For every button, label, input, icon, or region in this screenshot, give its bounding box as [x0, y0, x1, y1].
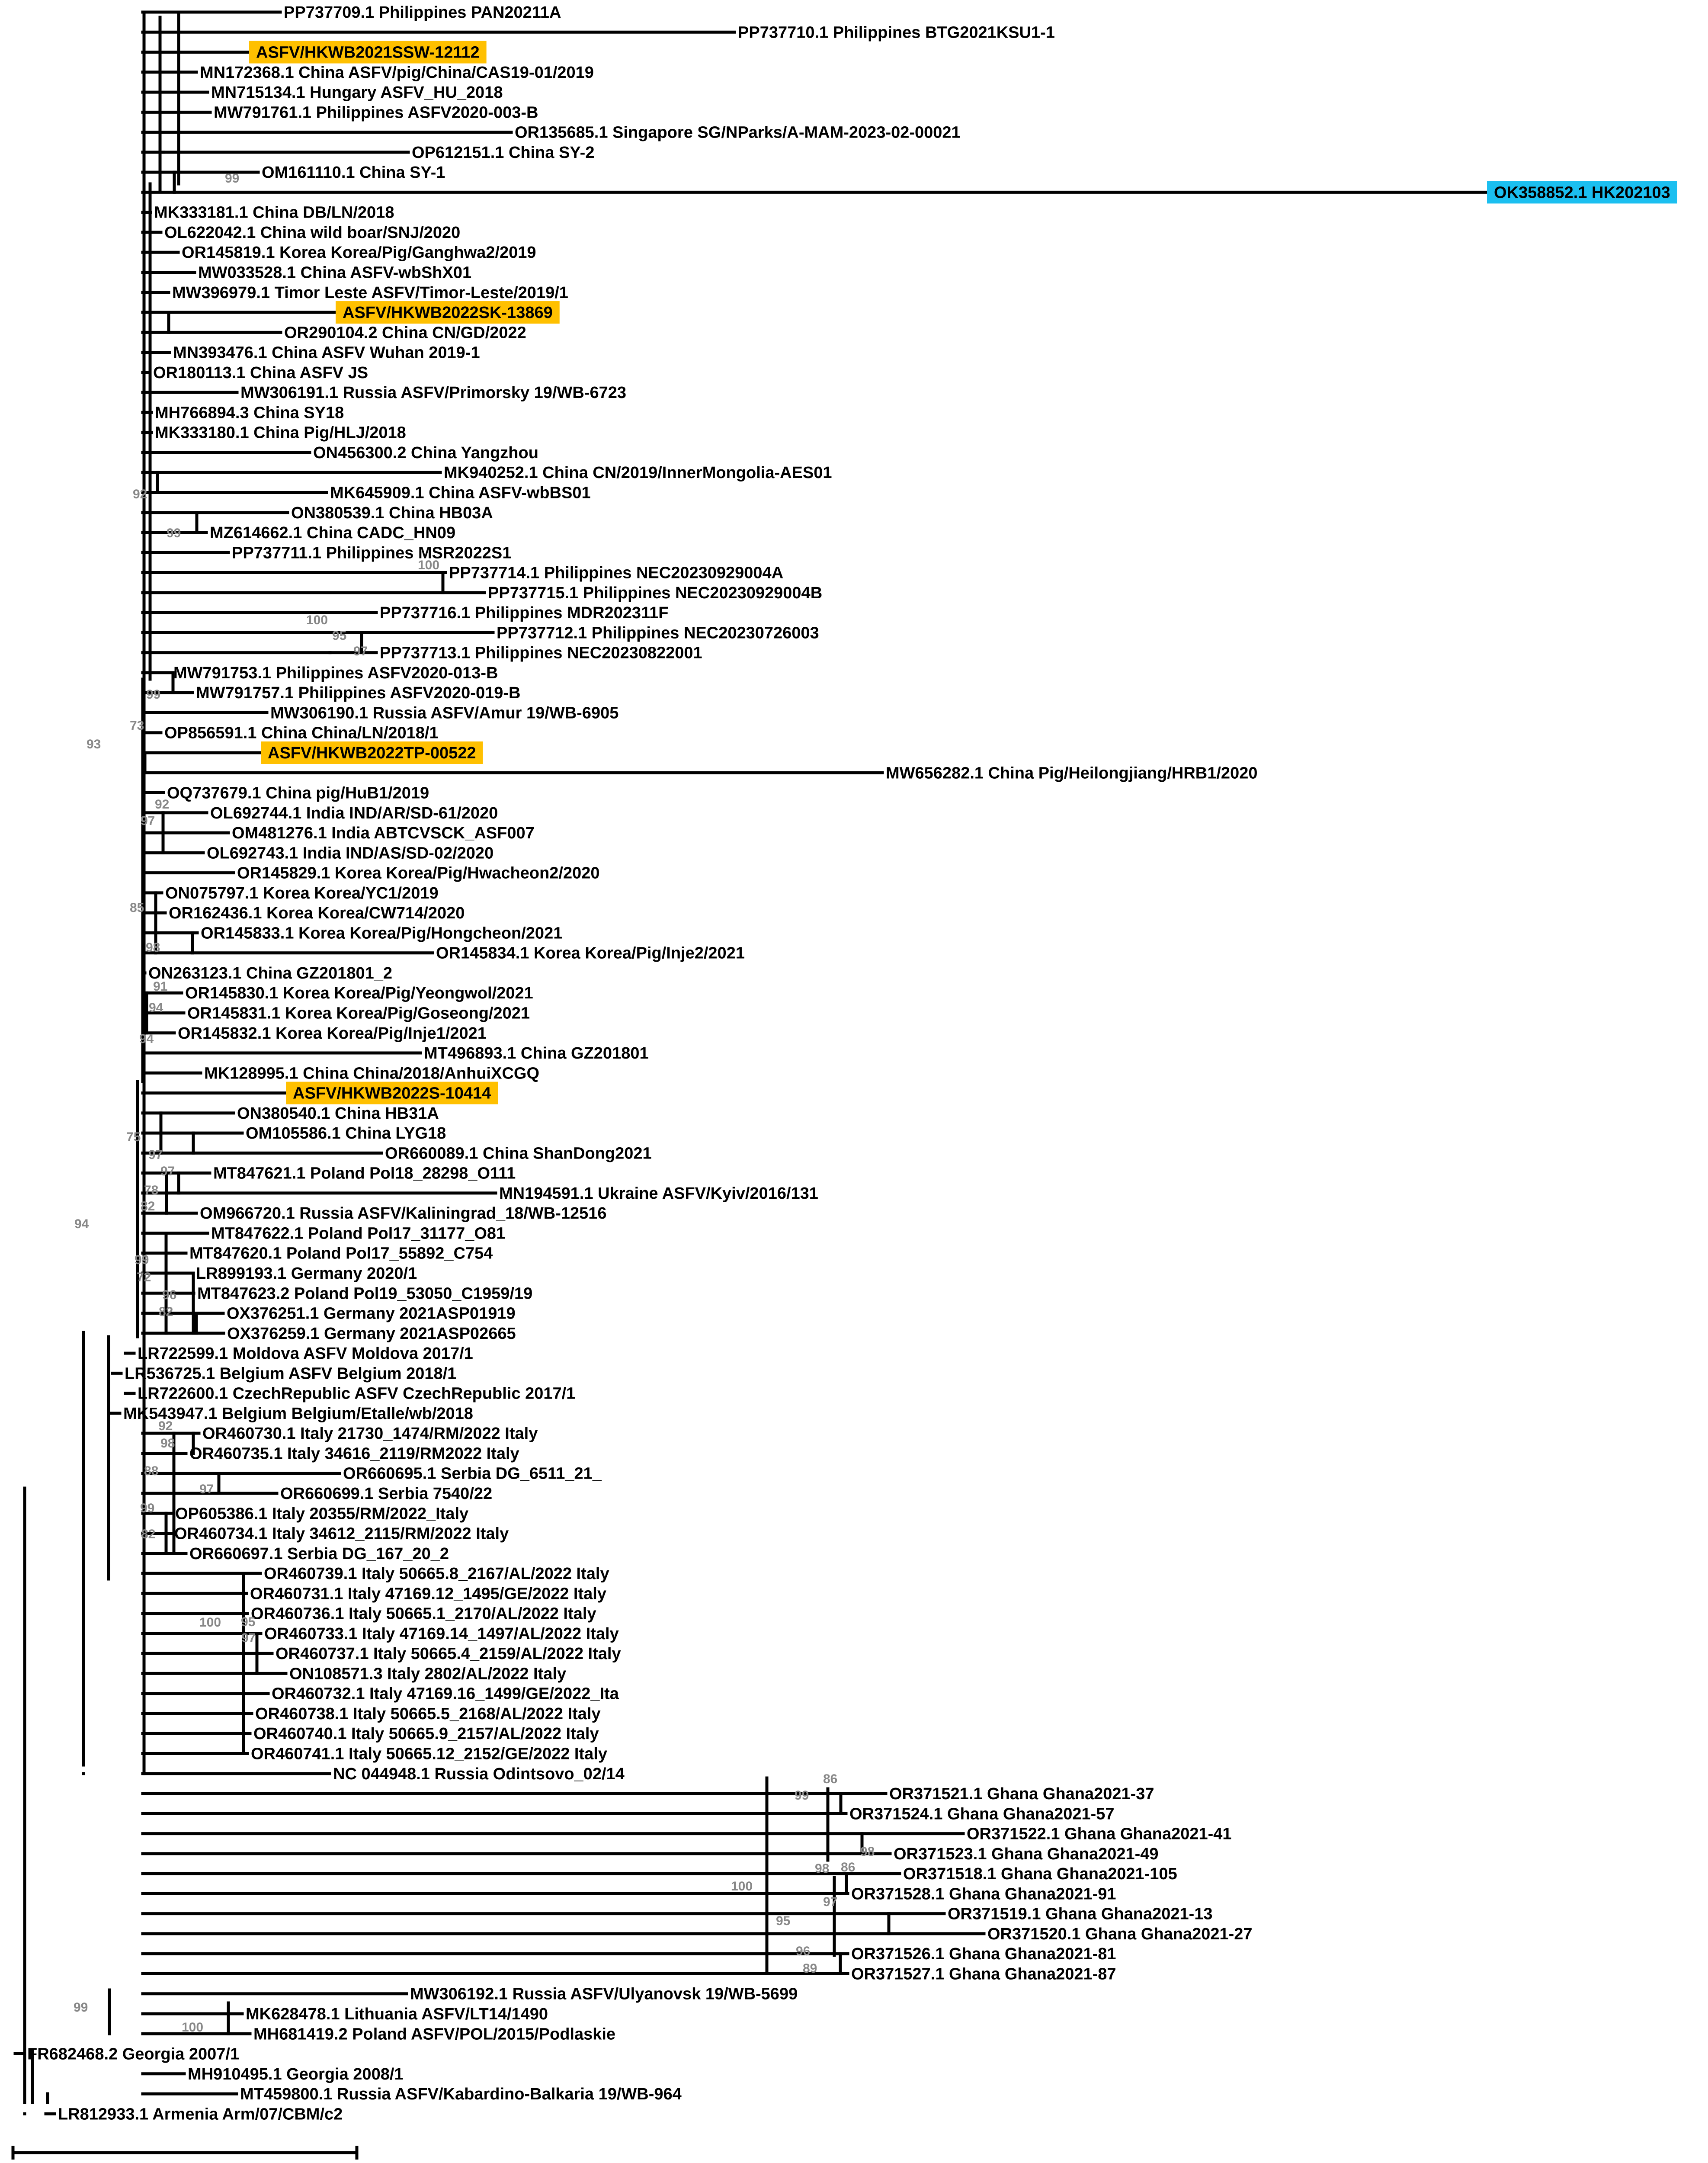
- tip-label-t73: OR460735.1 Italy 34616_2119/RM2022 Italy: [189, 1444, 519, 1463]
- tip-label-t98: OR371526.1 Ghana Ghana2021-81: [851, 1945, 1116, 1964]
- tip-label-t21: MH766894.3 China SY18: [155, 404, 344, 422]
- bootstrap-b48: 100: [182, 2020, 204, 2035]
- tip-label-t102: MH681419.2 Poland ASFV/POL/2015/Podlaskie: [253, 2025, 616, 2044]
- tip-label-t72: OR460730.1 Italy 21730_1474/RM/2022 Italy: [202, 1425, 538, 1443]
- tip-label-t84: ON108571.3 Italy 2802/AL/2022 Italy: [289, 1665, 567, 1683]
- tip-label-t40: OQ737679.1 China pig/HuB1/2019: [167, 784, 429, 802]
- tip-label-t100: MW306192.1 Russia ASFV/Ulyanovsk 19/WB-5699: [410, 1985, 798, 2003]
- tip-label-t67: OX376259.1 Germany 2021ASP02665: [227, 1324, 516, 1343]
- tip-label-t3: ASFV/HKWB2021SSW-12112: [256, 43, 480, 62]
- tip-label-t27: MZ614662.1 China CADC_HN09: [210, 524, 456, 542]
- bootstrap-b7: 97: [353, 644, 368, 658]
- bootstrap-b38: 86: [823, 1772, 838, 1786]
- bootstrap-b13: 85: [130, 901, 144, 915]
- bootstrap-b23: 94: [74, 1217, 89, 1231]
- tip-label-t44: OR145829.1 Korea Korea/Pig/Hwacheon2/2020: [237, 864, 600, 883]
- tip-label-t56: ON380540.1 China HB31A: [237, 1104, 439, 1123]
- bootstrap-b36: 97: [241, 1631, 256, 1645]
- tip-label-t83: OR460737.1 Italy 50665.4_2159/AL/2022 Italy: [276, 1645, 621, 1663]
- tip-label-t19: OR180113.1 China ASFV JS: [153, 363, 369, 382]
- bootstrap-b17: 94: [139, 1032, 154, 1046]
- bootstrap-b10: 93: [87, 737, 101, 751]
- tip-label-t85: OR460732.1 Italy 47169.16_1499/GE/2022_Ita: [272, 1685, 619, 1703]
- tip-label-t92: OR371522.1 Ghana Ghana2021-41: [967, 1825, 1232, 1843]
- bootstrap-b45: 96: [796, 1944, 811, 1958]
- bootstrap-b9: 73: [130, 719, 144, 733]
- tip-label-t14: MW033528.1 China ASFV-wbShX01: [198, 263, 472, 282]
- tip-label-t58: OR660089.1 China ShanDong2021: [385, 1144, 652, 1163]
- tip-label-t24: MK940252.1 China CN/2019/InnerMongolia-AES01: [444, 464, 832, 482]
- tip-label-t51: OR145831.1 Korea Korea/Pig/Goseong/2021: [187, 1004, 530, 1023]
- bootstrap-b44: 95: [776, 1914, 791, 1928]
- tip-label-t18: MN393476.1 China ASFV Wuhan 2019-1: [173, 343, 480, 362]
- tip-label-t81: OR460736.1 Italy 50665.1_2170/AL/2022 Italy: [251, 1605, 596, 1623]
- tip-label-t16: ASFV/HKWB2022SK-13869: [343, 304, 553, 322]
- tip-label-t45: ON075797.1 Korea Korea/YC1/2019: [165, 884, 439, 902]
- tip-label-t77: OR460734.1 Italy 34612_2115/RM/2022 Italy: [174, 1524, 509, 1543]
- bootstrap-b39: 98: [860, 1845, 875, 1859]
- bootstrap-b1: 99: [225, 171, 240, 186]
- tip-label-t88: OR460741.1 Italy 50665.12_2152/GE/2022 Italy: [251, 1745, 607, 1763]
- tip-label-t26: ON380539.1 China HB03A: [291, 504, 493, 522]
- bootstrap-b33: 82: [141, 1527, 156, 1541]
- tip-label-t47: OR145833.1 Korea Korea/Pig/Hongcheon/2021: [201, 924, 563, 943]
- tip-label-t95: OR371528.1 Ghana Ghana2021-91: [851, 1885, 1116, 1903]
- bootstrap-b2: 92: [133, 487, 147, 501]
- tree-branches: [15, 12, 1486, 2114]
- bootstrap-b3: 99: [167, 526, 181, 540]
- tip-label-t64: LR899193.1 Germany 2020/1: [196, 1264, 417, 1283]
- bootstrap-b15: 91: [153, 979, 168, 994]
- tip-label-t68: LR722599.1 Moldova ASFV Moldova 2017/1: [138, 1345, 473, 1363]
- tip-label-t80: OR460731.1 Italy 47169.12_1495/GE/2022 Italy: [250, 1585, 606, 1603]
- bootstrap-b8: 99: [146, 687, 161, 702]
- bootstrap-b11: 92: [155, 797, 170, 812]
- tip-label-t13: OR145819.1 Korea Korea/Pig/Ganghwa2/2019: [182, 244, 536, 262]
- bootstrap-b24: 99: [135, 1253, 149, 1267]
- bootstrap-b5: 100: [418, 558, 440, 572]
- bootstrap-b14: 98: [146, 940, 160, 955]
- tip-label-t37: OP856591.1 China China/LN/2018/1: [164, 724, 439, 742]
- bootstrap-b12: 97: [141, 814, 155, 828]
- tip-label-t87: OR460740.1 Italy 50665.9_2157/AL/2022 Italy: [253, 1725, 599, 1743]
- bootstrap-b43: 97: [823, 1895, 838, 1909]
- tip-label-t75: OR660699.1 Serbia 7540/22: [280, 1484, 493, 1503]
- tip-label-t60: MN194591.1 Ukraine ASFV/Kyiv/2016/131: [499, 1184, 818, 1203]
- tip-label-t57: OM105586.1 China LYG18: [246, 1124, 446, 1143]
- bootstrap-b46: 89: [803, 1961, 817, 1976]
- tip-label-t104: MH910495.1 Georgia 2008/1: [188, 2065, 404, 2083]
- tip-label-t97: OR371520.1 Ghana Ghana2021-27: [987, 1925, 1253, 1943]
- tip-label-t86: OR460738.1 Italy 50665.5_2168/AL/2022 Italy: [255, 1704, 601, 1723]
- tip-label-t101: MK628478.1 Lithuania ASFV/LT14/1490: [246, 2005, 548, 2023]
- tip-label-t1: PP737709.1 Philippines PAN20211A: [284, 3, 561, 22]
- tip-label-t99: OR371527.1 Ghana Ghana2021-87: [851, 1965, 1116, 1983]
- tip-label-t74: OR660695.1 Serbia DG_6511_21_: [343, 1464, 602, 1483]
- tip-label-t30: PP737715.1 Philippines NEC20230929004B: [488, 584, 823, 602]
- tip-label-t43: OL692743.1 India IND/AS/SD-02/2020: [207, 844, 494, 863]
- tip-label-t79: OR460739.1 Italy 50665.8_2167/AL/2022 Italy: [264, 1565, 609, 1583]
- bootstrap-b37: 99: [795, 1788, 809, 1803]
- tip-label-t31: PP737716.1 Philippines MDR202311F: [380, 604, 669, 623]
- tip-label-t39: MW656282.1 China Pig/Heilongjiang/HRB1/2020: [886, 764, 1258, 783]
- tip-label-t106: LR812933.1 Armenia Arm/07/CBM/c2: [58, 2105, 343, 2124]
- tip-label-t89: NC 044948.1 Russia Odintsovo_02/14: [333, 1765, 625, 1783]
- tip-label-t69: LR536725.1 Belgium ASFV Belgium 2018/1: [125, 1364, 457, 1383]
- scale-bar: [13, 2146, 357, 2163]
- tip-label-t38: ASFV/HKWB2022TP-00522: [268, 744, 476, 762]
- bootstrap-b40: 86: [841, 1860, 856, 1874]
- tip-label-t46: OR162436.1 Korea Korea/CW714/2020: [169, 904, 465, 923]
- tip-label-t29: PP737714.1 Philippines NEC20230929004A: [449, 564, 784, 582]
- bootstrap-b28: 92: [158, 1419, 173, 1433]
- tip-label-t78: OR660697.1 Serbia DG_167_20_2: [189, 1544, 449, 1563]
- tip-label-t76: OP605386.1 Italy 20355/RM/2022_Italy: [175, 1505, 469, 1523]
- tip-label-t9: OM161110.1 China SY-1: [262, 164, 445, 182]
- bootstrap-b47: 99: [74, 2000, 88, 2015]
- tip-label-t36: MW306190.1 Russia ASFV/Amur 19/WB-6905: [270, 704, 619, 722]
- tip-label-t105: MT459800.1 Russia ASFV/Kabardino-Balkaria 19/WB-964: [240, 2085, 682, 2104]
- tip-label-t15: MW396979.1 Timor Leste ASFV/Timor-Leste/2019/1: [172, 283, 568, 302]
- bootstrap-b16: 94: [149, 1001, 163, 1015]
- tip-label-t34: MW791753.1 Philippines ASFV2020-013-B: [173, 664, 498, 682]
- tip-label-t6: MW791761.1 Philippines ASFV2020-003-B: [214, 103, 538, 122]
- tip-label-t22: MK333180.1 China Pig/HLJ/2018: [155, 424, 406, 442]
- tip-label-t20: MW306191.1 Russia ASFV/Primorsky 19/WB-6723: [240, 384, 626, 402]
- tip-label-t82: OR460733.1 Italy 47169.14_1497/AL/2022 Italy: [264, 1624, 619, 1643]
- bootstrap-b6: 95: [332, 629, 347, 643]
- tip-label-t90: OR371521.1 Ghana Ghana2021-37: [889, 1785, 1154, 1804]
- tip-label-t103: FR682468.2 Georgia 2007/1: [27, 2045, 240, 2064]
- tip-label-t91: OR371524.1 Ghana Ghana2021-57: [849, 1805, 1115, 1823]
- bootstrap-b31: 97: [199, 1482, 214, 1496]
- bootstrap-b27: 82: [159, 1305, 173, 1319]
- tip-label-t93: OR371523.1 Ghana Ghana2021-49: [894, 1845, 1159, 1863]
- tip-label-t12: OL622042.1 China wild boar/SNJ/2020: [164, 223, 461, 242]
- tip-label-t32: PP737712.1 Philippines NEC20230726003: [497, 624, 819, 642]
- tip-label-t53: MT496893.1 China GZ201801: [424, 1044, 649, 1063]
- tip-label-t2: PP737710.1 Philippines BTG2021KSU1-1: [738, 23, 1055, 42]
- tip-label-t61: OM966720.1 Russia ASFV/Kaliningrad_18/WB-12516: [200, 1204, 607, 1223]
- bootstrap-b41: 100: [731, 1879, 753, 1893]
- bootstrap-b21: 78: [144, 1183, 159, 1197]
- bootstrap-b25: 72: [137, 1270, 151, 1284]
- tip-label-t11: MK333181.1 China DB/LN/2018: [154, 203, 394, 222]
- bootstrap-b20: 97: [160, 1164, 175, 1178]
- tip-label-t63: MT847620.1 Poland Pol17_55892_C754: [189, 1244, 493, 1263]
- bootstrap-b34: 100: [199, 1615, 221, 1630]
- tip-label-t23: ON456300.2 China Yangzhou: [313, 443, 538, 462]
- tip-label-t8: OP612151.1 China SY-2: [412, 143, 595, 162]
- bootstrap-b18: 75: [126, 1130, 141, 1144]
- tip-labels: [27, 3, 1670, 2123]
- tip-label-t71: MK543947.1 Belgium Belgium/Etalle/wb/2018: [123, 1404, 473, 1423]
- tip-label-t55: ASFV/HKWB2022S-10414: [293, 1084, 491, 1103]
- tip-label-t35: MW791757.1 Philippines ASFV2020-019-B: [196, 684, 521, 703]
- tip-label-t49: ON263123.1 China GZ201801_2: [148, 964, 393, 982]
- bootstrap-b29: 98: [160, 1436, 175, 1451]
- tip-label-t52: OR145832.1 Korea Korea/Pig/Inje1/2021: [178, 1024, 487, 1043]
- bootstrap-b26: 96: [162, 1288, 177, 1302]
- tip-label-t59: MT847621.1 Poland Pol18_28298_O111: [213, 1164, 516, 1183]
- bootstrap-b19: 97: [148, 1148, 163, 1162]
- tip-label-t5: MN715134.1 Hungary ASFV_HU_2018: [211, 83, 503, 102]
- tip-label-t4: MN172368.1 China ASFV/pig/China/CAS19-01/2019: [200, 63, 594, 82]
- tip-label-t70: LR722600.1 CzechRepublic ASFV CzechRepublic 2017/1: [138, 1384, 576, 1403]
- tip-label-t94: OR371518.1 Ghana Ghana2021-105: [903, 1865, 1177, 1884]
- tip-label-t28: PP737711.1 Philippines MSR2022S1: [232, 544, 512, 562]
- tip-label-t54: MK128995.1 China China/2018/AnhuiXCGQ: [204, 1064, 540, 1083]
- tip-label-t48: OR145834.1 Korea Korea/Pig/Inje2/2021: [436, 944, 745, 963]
- tip-label-t10: OK358852.1 HK202103: [1494, 183, 1670, 202]
- bootstrap-b32: 99: [140, 1501, 155, 1515]
- tip-label-t62: MT847622.1 Poland Pol17_31177_O81: [211, 1224, 506, 1243]
- tip-label-t66: OX376251.1 Germany 2021ASP01919: [227, 1304, 516, 1323]
- bootstrap-b42: 98: [815, 1861, 830, 1876]
- bootstrap-b35: 95: [241, 1615, 256, 1629]
- tip-label-t65: MT847623.2 Poland Pol19_53050_C1959/19: [197, 1284, 533, 1303]
- tip-label-t96: OR371519.1 Ghana Ghana2021-13: [948, 1905, 1213, 1923]
- bootstrap-b30: 88: [144, 1464, 159, 1478]
- tip-label-t42: OM481276.1 India ABTCVSCK_ASF007: [232, 824, 535, 843]
- tip-label-t25: MK645909.1 China ASFV-wbBS01: [330, 484, 591, 502]
- bootstrap-b4: 100: [306, 613, 328, 627]
- tip-label-t33: PP737713.1 Philippines NEC20230822001: [380, 644, 702, 662]
- tip-label-t17: OR290104.2 China CN/GD/2022: [284, 324, 526, 342]
- tip-label-t50: OR145830.1 Korea Korea/Pig/Yeongwol/2021: [185, 984, 533, 1003]
- tip-label-t41: OL692744.1 India IND/AR/SD-61/2020: [210, 804, 498, 822]
- bootstrap-b22: 82: [141, 1199, 155, 1213]
- tip-label-t7: OR135685.1 Singapore SG/NParks/A-MAM-2023-02-00021: [515, 123, 961, 142]
